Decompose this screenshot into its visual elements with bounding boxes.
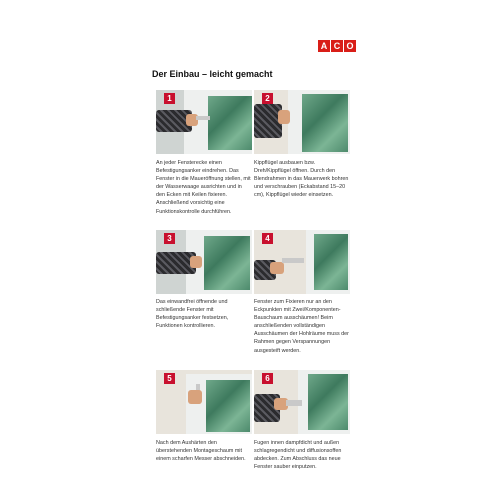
step-1-photo — [156, 90, 252, 154]
step-number-badge: 4 — [262, 233, 273, 244]
step-1-caption: An jeder Fensterecke einen Befestigungsanker eindrehen. Das Fenster in die Maueröffnung stellen, mit der Wasserwaage ausrichten und in den Ecken mit Keilen fixieren. Anschließend vorsichtig eine Funktionskontrolle durchführen. — [156, 160, 251, 215]
step-3-caption: Das einwandfrei öffnende und schließende Fenster mit Befestigungsanker festsetzen, Funktionen kontrollieren. — [156, 299, 229, 330]
logo-letter-c: C — [331, 40, 343, 52]
page-title: Der Einbau – leicht gemacht — [152, 69, 273, 79]
step-number-badge: 3 — [164, 233, 175, 244]
step-2-photo — [254, 90, 350, 154]
step-5-photo — [156, 370, 252, 434]
step-5-caption: Nach dem Aushärten den überstehenden Montageschaum mit einem scharfen Messer abschneiden. — [156, 440, 246, 463]
aco-logo — [318, 40, 356, 52]
logo-letter-a: A — [318, 40, 330, 52]
step-6-caption: Fugen innen dampfdicht und außen schlagregendicht und diffusionsoffen abdecken. Zum Abschluss das neue Fenster sauber einputzen. — [254, 440, 342, 471]
step-number-badge: 1 — [164, 93, 175, 104]
logo-letter-o: O — [344, 40, 356, 52]
step-6-photo — [254, 370, 350, 434]
step-number-badge: 2 — [262, 93, 273, 104]
step-2-caption: Kippflügel ausbauen bzw. Dreh/Kippflügel öffnen. Durch den Blendrahmen in das Mauerwerk bohren und verschrauben (Eckabstand 15–20 cm), Kippflügel wieder einsetzen. — [254, 160, 349, 199]
step-number-badge: 5 — [164, 373, 175, 384]
step-3-photo — [156, 230, 252, 294]
step-number-badge: 6 — [262, 373, 273, 384]
step-4-photo — [254, 230, 350, 294]
step-4-caption: Fenster zum Fixieren nur an den Eckpunkten mit Zwei/Komponenten-Bauschaum ausschäumen! Beim anschließenden vollständigen Ausschäumen der Hohlräume muss der Rahmen gegen Verspannungen ausgesteift werden. — [254, 299, 349, 354]
